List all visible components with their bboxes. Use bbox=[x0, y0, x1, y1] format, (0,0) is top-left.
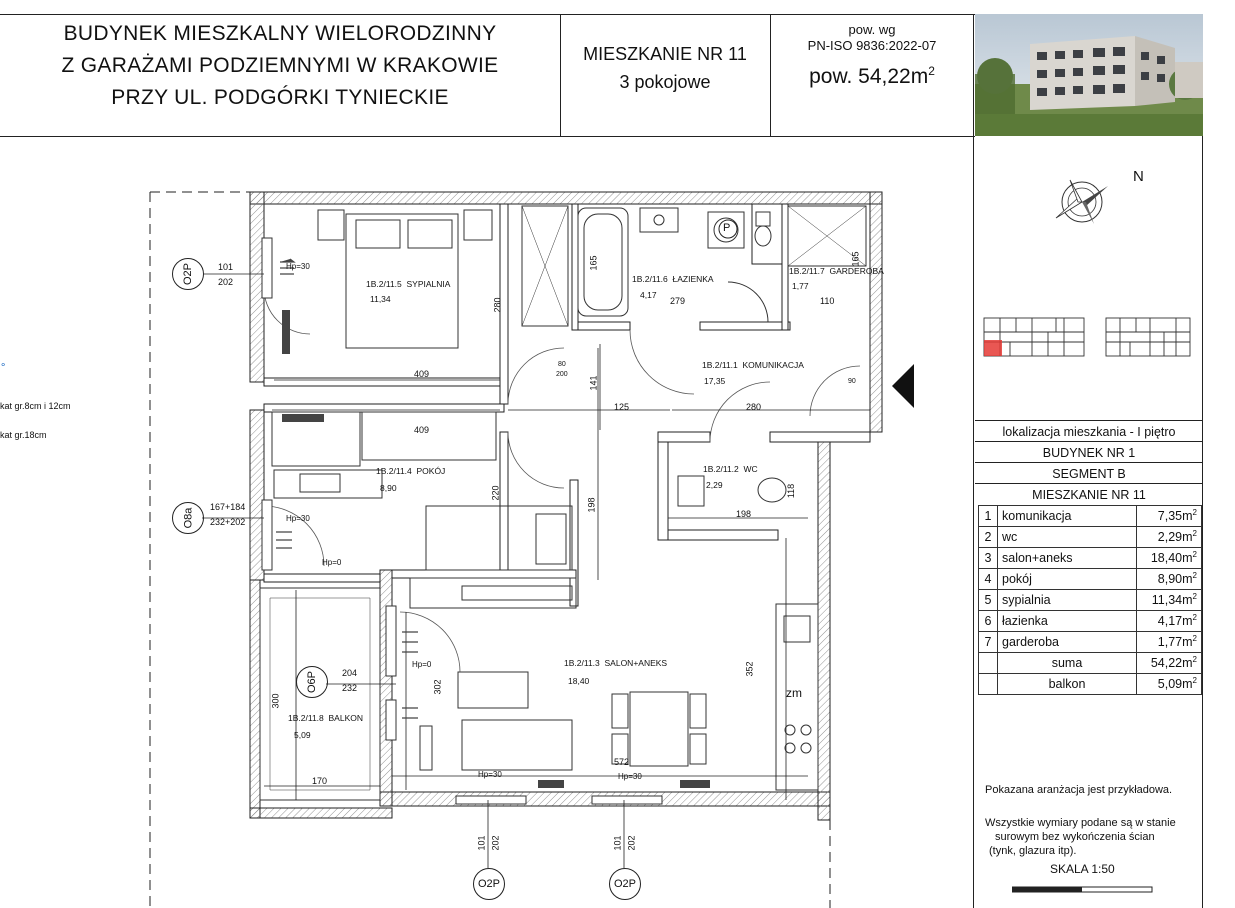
window-bedroom-top: 101 bbox=[218, 262, 234, 272]
dim-v141: 141 bbox=[588, 375, 599, 391]
area-norm-line-2: PN-ISO 9836:2022-07 bbox=[807, 38, 937, 53]
dim-v352: 352 bbox=[744, 661, 755, 677]
dishwasher-label: zm bbox=[786, 686, 802, 700]
room-label-hall: 1B.2/11.1 KOMUNIKACJA bbox=[702, 360, 804, 370]
area-norm-line-1: pow. wg bbox=[848, 22, 896, 37]
dim-wc-198: 198 bbox=[736, 509, 752, 519]
door-width-entrance: 90 bbox=[848, 378, 856, 385]
room-label-balcony: 1B.2/11.8 BALKON bbox=[288, 713, 363, 723]
example-note: Pokazana aranżacja jest przykładowa. bbox=[985, 784, 1173, 796]
dim-living-572: 572 bbox=[614, 757, 630, 767]
window-living-2-bottom: 202 bbox=[626, 835, 637, 851]
title-line-3: PRZY UL. PODGÓRKI TYNIECKIE bbox=[111, 86, 449, 109]
segment-label: SEGMENT B bbox=[1052, 467, 1126, 481]
window-room-bottom: 232+202 bbox=[210, 517, 246, 527]
compass bbox=[1052, 172, 1122, 237]
room-label-wc: 1B.2/11.2 WC bbox=[703, 464, 758, 474]
window-tag-bedroom: O2P bbox=[172, 258, 204, 290]
legend-marker: ∘ bbox=[0, 360, 7, 371]
sill-height-balcony: Hp=0 bbox=[412, 660, 432, 669]
title-line-2: Z GARAŻAMI PODZIEMNYMI W KRAKOWIE bbox=[61, 54, 499, 77]
dim-hall-280: 280 bbox=[746, 402, 762, 412]
sill-height-living-2: Hp=30 bbox=[618, 772, 642, 781]
balcony-row: balkon $5,09m^2$ bbox=[979, 674, 1202, 695]
room-area-living: 18,40 bbox=[568, 676, 590, 686]
window-living-2-top: 101 bbox=[612, 835, 623, 851]
window-tag-living-2: O2P bbox=[609, 868, 641, 900]
location-label: lokalizacja mieszkania - I piętro bbox=[1002, 425, 1176, 439]
window-living-1-bottom: 202 bbox=[490, 835, 501, 851]
room-area-hall: 17,35 bbox=[704, 376, 726, 386]
table-row: 7 garderoba $1,77m^2$ bbox=[979, 632, 1202, 653]
legend-wall-thin: kat gr.8cm i 12cm bbox=[0, 401, 71, 411]
dim-wardrobe-110: 110 bbox=[820, 296, 835, 306]
sum-row: suma $54,22m^2$ bbox=[979, 653, 1202, 674]
window-balcony-bottom: 232 bbox=[342, 683, 358, 693]
room-label-bedroom: 1B.2/11.5 SYPIALNIA bbox=[366, 279, 451, 289]
room-label-living: 1B.2/11.3 SALON+ANEKS bbox=[564, 658, 668, 668]
room-area-wardrobe: 1,77 bbox=[792, 281, 809, 291]
scale-label: SKALA 1:50 bbox=[1050, 862, 1115, 876]
legend-wall-thick: kat gr.18cm bbox=[0, 430, 47, 440]
sill-height-room: Hp=30 bbox=[286, 514, 310, 523]
entrance-arrow-icon bbox=[892, 364, 914, 408]
room-area-wc: 2,29 bbox=[706, 480, 723, 490]
window-living-1-top: 101 bbox=[476, 835, 487, 851]
table-row: 1 komunikacja $7,35m^2$ bbox=[979, 506, 1202, 527]
window-balcony-top: 204 bbox=[342, 668, 358, 678]
table-row: 3 salon+aneks $18,40m^2$ bbox=[979, 548, 1202, 569]
building-label: BUDYNEK NR 1 bbox=[1042, 446, 1136, 460]
area-value: pow. $54,22m^2$ bbox=[809, 64, 935, 88]
apartment-highlight bbox=[984, 340, 1002, 356]
window-tag-room: O8a bbox=[172, 502, 204, 534]
dim-v165b: 165 bbox=[850, 251, 861, 267]
title-line-1: BUDYNEK MIESZKALNY WIELORODZINNY bbox=[63, 22, 497, 45]
room-label-bathroom: 1B.2/11.6 ŁAZIENKA bbox=[632, 274, 714, 284]
dim-v280: 280 bbox=[492, 297, 503, 313]
key-plan bbox=[980, 312, 1195, 367]
table-row: 5 sypialnia $11,34m^2$ bbox=[979, 590, 1202, 611]
north-label: N bbox=[1133, 168, 1144, 185]
room-label-room: 1B.2/11.4 POKÓJ bbox=[376, 466, 446, 476]
apartment-number: MIESZKANIE NR 11 bbox=[583, 44, 747, 64]
window-tag-balcony: O6P bbox=[296, 666, 328, 698]
dim-hall-125: 125 bbox=[614, 402, 630, 412]
p-symbol: P bbox=[723, 222, 731, 234]
room-area-room: 8,90 bbox=[380, 483, 397, 493]
sill-height-bedroom: Hp=30 bbox=[286, 262, 310, 271]
door-width-bedroom: 80 bbox=[558, 361, 566, 368]
dim-v300: 300 bbox=[270, 693, 281, 709]
scale-bar bbox=[1012, 882, 1162, 900]
door-height-bedroom: 200 bbox=[556, 371, 568, 378]
room-area-balcony: 5,09 bbox=[294, 730, 311, 740]
room-label-wardrobe: 1B.2/11.7 GARDEROBA bbox=[789, 266, 884, 276]
dim-balcony-170: 170 bbox=[312, 776, 328, 786]
sill-height-living-1: Hp=30 bbox=[478, 770, 502, 779]
compass-rose-icon bbox=[1052, 172, 1122, 232]
room-area-bathroom: 4,17 bbox=[640, 290, 657, 300]
dims-note: Wszystkie wymiary podane są w stanie surowym bez wykończenia ścian (tynk, glazura itp). bbox=[985, 817, 1176, 857]
dim-v118: 118 bbox=[786, 483, 797, 499]
table-row: 4 pokój $8,90m^2$ bbox=[979, 569, 1202, 590]
table-row: 2 wc $2,29m^2$ bbox=[979, 527, 1202, 548]
room-area-table bbox=[978, 505, 1202, 695]
rooms-count: 3 pokojowe bbox=[619, 72, 711, 92]
dim-bedroom-width: 409 bbox=[414, 369, 430, 379]
sill-height-balcony-door: Hp=0 bbox=[322, 558, 342, 567]
window-bedroom-bottom: 202 bbox=[218, 277, 234, 287]
window-tag-living-1: O2P bbox=[473, 868, 505, 900]
apartment-label: MIESZKANIE NR 11 bbox=[1032, 488, 1146, 502]
dim-room-width: 409 bbox=[414, 425, 430, 435]
building-photo bbox=[975, 14, 1203, 136]
room-area-bedroom: 11,34 bbox=[370, 294, 391, 304]
dim-v198: 198 bbox=[586, 497, 597, 513]
dim-v220: 220 bbox=[490, 485, 501, 501]
dim-v302: 302 bbox=[432, 679, 443, 695]
table-row: 6 łazienka $4,17m^2$ bbox=[979, 611, 1202, 632]
dim-bath-279: 279 bbox=[670, 296, 686, 306]
dim-v165: 165 bbox=[588, 255, 599, 271]
window-room-top: 167+184 bbox=[210, 502, 246, 512]
